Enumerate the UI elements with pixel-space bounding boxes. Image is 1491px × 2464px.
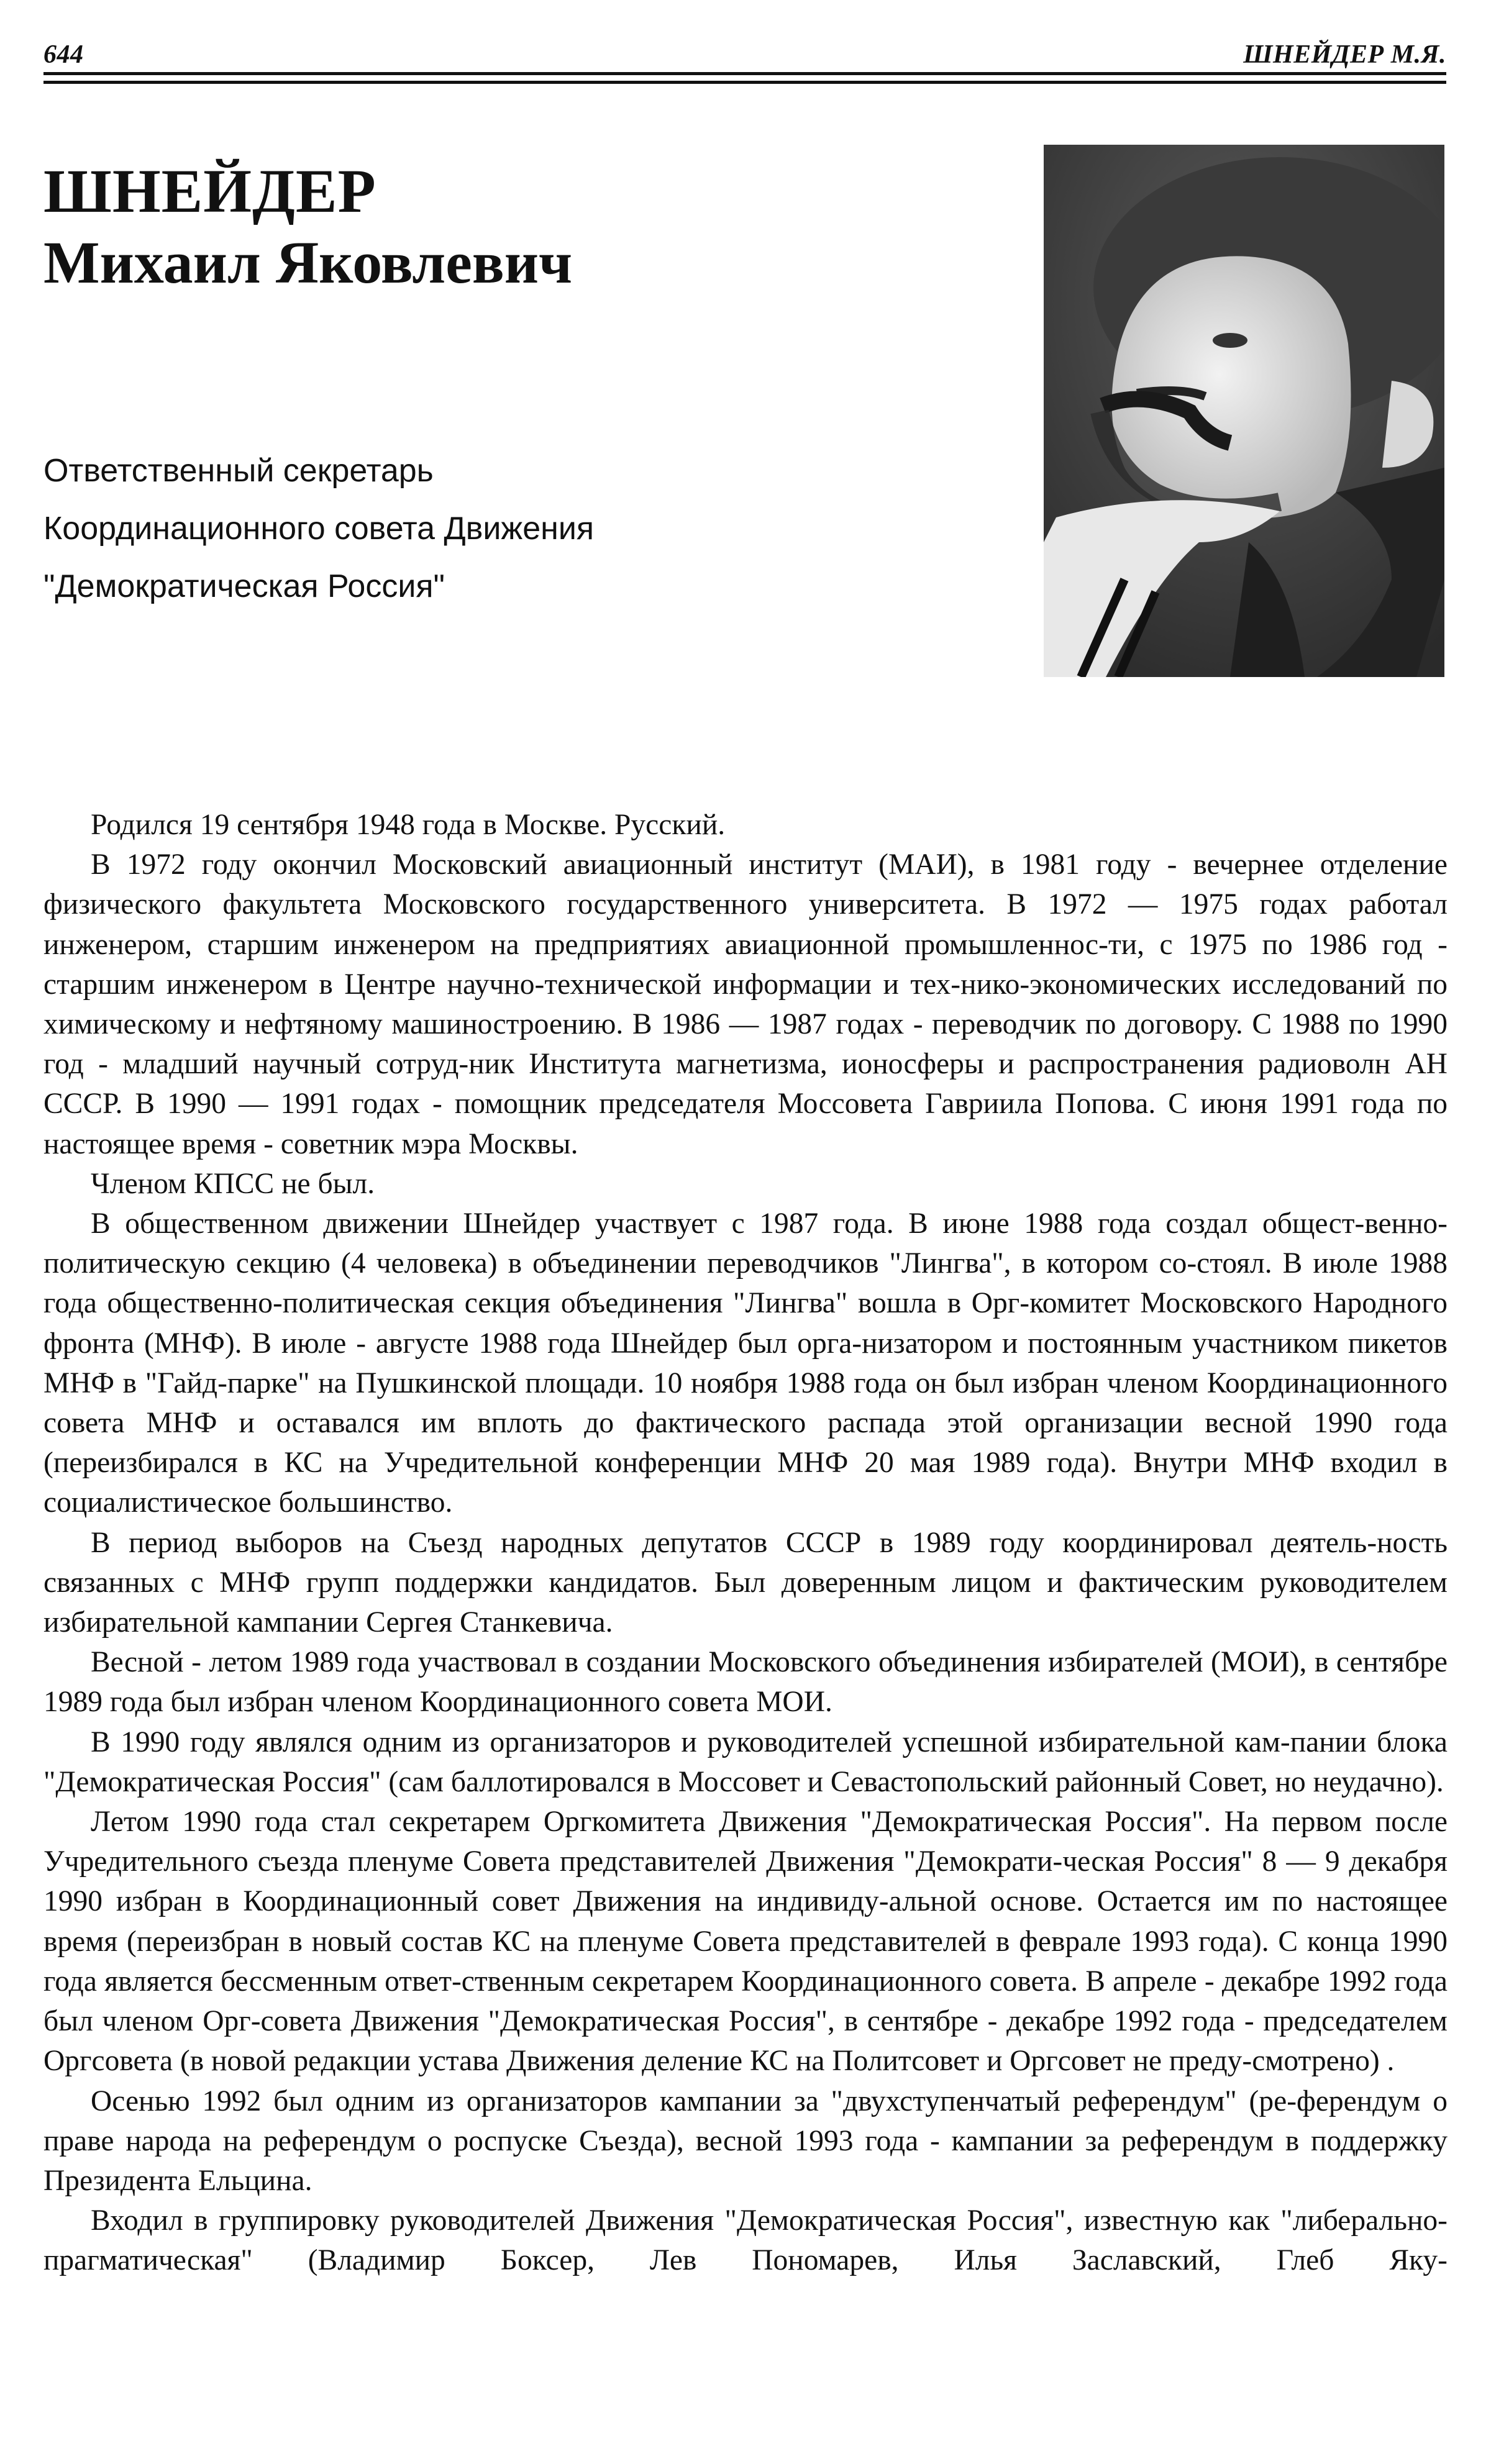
bio-paragraph: Весной - летом 1989 года участвовал в создании Московского объединения избирателей (МОИ), в сентябре 1989 года был избран членом Координационного совета МОИ. — [43, 1646, 1448, 1719]
bio-paragraph: В 1972 году окончил Московский авиационный институт (МАИ), в 1981 году - вечернее отделение физического факультета Московского государственного университета. В 1972 — 1975 годах работал инженером, старшим инженером на предприятиях авиационной промышленнос-ти, с 1975 по 1986 год - старшим инженером в Центре научно-технической информации и тех-нико-экономических исследований по химическому и нефтяному машиностроению. В 1986 — 1987 годах - переводчик по договору. С 1988 по 1990 год - младший научный сотруд-ник Института магнетизма, ионосферы и распространения радиоволн АН СССР. В 1990 — 1991 годах - помощник председателя Моссовета Гавриила Попова. С июня 1991 года по настоящее время - советник мэра Москвы. — [43, 848, 1448, 1160]
position-line: Ответственный секретарь — [43, 453, 434, 489]
bio-paragraph: Летом 1990 года стал секретарем Оргкомитета Движения "Демократическая Россия". На первом после Учредительного съезда пленуме Совета представителей Движения "Демократи-ческая Россия" 8 — 9 декабря 1990 избран в Координационный совет Движения на индивиду-альной основе. Остается им по настоящее время (переизбран в новый состав КС на пленуме Совета представителей в феврале 1993 года). С конца 1990 года является бессменным ответ-ственным секретарем Координационного совета. В апреле - декабре 1992 года был членом Орг-совета Движения "Демократическая Россия", в сентябре - декабре 1992 года - председателем Оргсовета (в новой редакции устава Движения деление КС на Политсовет и Оргсовет не преду-смотрено) . — [43, 1806, 1448, 2078]
page-number: 644 — [43, 40, 84, 69]
header-rule-top — [43, 72, 1446, 75]
bio-paragraph: В 1990 году являлся одним из организаторов и руководителей успешной избирательной кам-пании блока "Демократическая Россия" (сам баллотировался в Моссовет и Севастопольский районный Совет, но неудачно). — [43, 1725, 1448, 1798]
position-line: "Демократическая Россия" — [43, 568, 445, 604]
running-head — [43, 32, 1446, 70]
bio-paragraph: Членом КПСС не был. — [91, 1167, 375, 1200]
bio-paragraph: В общественном движении Шнейдер участвует с 1987 года. В июне 1988 года создал общест-венно-политическую секцию (4 человека) в объединении переводчиков "Лингва", в котором со-стоял. В июле 1988 года общественно-политическая секция объединения "Лингва" вошла в Орг-комитет Московского Народного фронта (МНФ). В июле - августе 1988 года Шнейдер был орга-низатором и постоянным участником пикетов МНФ в "Гайд-парке" на Пушкинской площади. 10 ноября 1988 года он был избран членом Координационного совета МНФ и оставался им вплоть до фактического распада этой организации весной 1990 года (переизбирался в КС на Учредительной конференции МНФ 20 мая 1989 года). Внутри МНФ входил в социалистическое большинство. — [43, 1207, 1448, 1519]
entry-heading — [43, 155, 572, 298]
biography-text — [43, 805, 1448, 2281]
portrait-photo-icon — [1044, 145, 1444, 677]
bio-paragraph: В период выборов на Съезд народных депутатов СССР в 1989 году координировал деятель-ность связанных с МНФ групп поддержки кандидатов. Был доверенным лицом и фактическим руководителем избирательной кампании Сергея Станкевича. — [43, 1526, 1448, 1639]
entry-given-names: Михаил Яковлевич — [43, 229, 573, 296]
bio-paragraph: Родился 19 сентября 1948 года в Москве. Русский. — [91, 809, 726, 841]
entry-surname: ШНЕЙДЕР — [43, 157, 376, 225]
running-title: ШНЕЙДЕР М.Я. — [1243, 40, 1446, 69]
entry-position — [43, 442, 594, 616]
bio-paragraph: Входил в группировку руководителей Движения "Демократическая Россия", известную как "либерально-прагматическая" (Владимир Боксер, Лев Пономарев, Илья Заславский, Глеб Яку- — [43, 2204, 1448, 2277]
position-line: Координационного совета Движения — [43, 511, 595, 547]
header-rule-bottom — [43, 81, 1446, 84]
bio-paragraph: Осенью 1992 был одним из организаторов кампании за "двухступенчатый референдум" (ре-ферендум о праве народа на референдум о роспуске Съезда), весной 1993 года - кампании за референдум в поддержку Президента Ельцина. — [43, 2084, 1448, 2197]
portrait-photo — [1044, 145, 1444, 677]
